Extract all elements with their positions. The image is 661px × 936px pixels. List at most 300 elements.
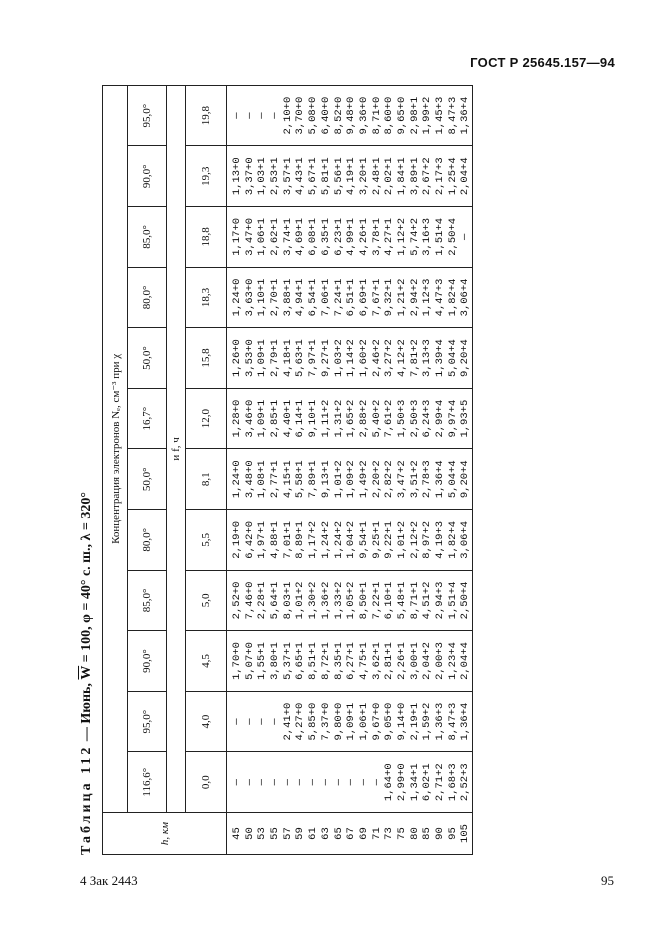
concentration-value: 6,69+1 (357, 278, 370, 317)
concentration-value: — (370, 779, 383, 786)
concentration-column (227, 510, 473, 571)
concentration-value: 2,70+1 (269, 278, 282, 317)
concentration-value: 6,35+1 (319, 217, 332, 256)
concentration-value: 2,94+3 (434, 581, 446, 620)
concentration-value: 4,26+1 (357, 217, 370, 256)
concentration-value: 2,04+4 (459, 642, 472, 680)
concentration-value: 3,00+1 (408, 642, 421, 680)
concentration-value: 2,41+0 (281, 702, 294, 741)
concentration-value: 2,82+2 (383, 460, 396, 499)
concentration-value: 9,25+1 (370, 520, 383, 559)
concentration-value: — (357, 779, 370, 786)
angle-header: 95,0° (128, 85, 167, 146)
concentration-value: 3,80+1 (269, 642, 282, 680)
concentration-column (227, 207, 473, 268)
height-value: 69 (357, 827, 370, 840)
concentration-value: 8,35+1 (332, 642, 345, 680)
concentration-column (227, 570, 473, 631)
concentration-value: 9,10+1 (307, 399, 320, 438)
concentration-value: 4,27+1 (383, 217, 396, 256)
concentration-value: 8,71+1 (408, 581, 421, 620)
height-column (227, 813, 473, 855)
height-value: 63 (319, 827, 332, 840)
f-label: и f, ч (167, 85, 186, 812)
f-value-header: 0,0 (186, 752, 227, 813)
concentration-value: 5,48+1 (395, 581, 408, 620)
concentration-value: 4,40+1 (281, 399, 294, 438)
concentration-value: 5,04+4 (446, 460, 459, 499)
concentration-value: 1,30+2 (307, 581, 320, 620)
table-caption (72, 85, 102, 855)
concentration-value: — (243, 112, 256, 119)
f-value-header: 15,8 (186, 328, 227, 389)
height-value: 53 (256, 827, 269, 840)
concentration-value: 1,17+2 (307, 520, 320, 559)
f-value-header: 8,1 (186, 449, 227, 510)
concentration-value: 1,12+3 (421, 278, 434, 317)
concentration-value: 2,20+2 (370, 460, 383, 499)
concentration-value: 2,19+0 (231, 520, 243, 559)
concentration-value: 4,69+1 (294, 217, 307, 256)
concentration-value: 3,20+1 (357, 157, 370, 196)
concentration-value: 7,06+1 (319, 278, 332, 317)
concentration-value: 9,20+4 (459, 339, 472, 377)
angle-header: 80,0° (128, 267, 167, 328)
concentration-value: 8,60+0 (383, 96, 396, 135)
concentration-value: 5,40+2 (370, 399, 383, 438)
concentration-value: 6,08+1 (307, 217, 320, 256)
concentration-value: 4,94+1 (294, 278, 307, 317)
height-value: 90 (434, 827, 446, 840)
concentration-value: 2,62+1 (269, 217, 282, 256)
height-value: 95 (446, 827, 459, 840)
angle-header: 50,0° (128, 449, 167, 510)
concentration-value: 2,48+1 (370, 157, 383, 196)
concentration-value: 6,27+1 (345, 642, 358, 680)
concentration-column (227, 388, 473, 449)
concentration-value: 4,51+2 (421, 581, 434, 620)
concentration-value: 2,71+2 (434, 763, 446, 802)
concentration-value: 3,51+2 (408, 460, 421, 499)
concentration-value: 6,02+1 (421, 763, 434, 802)
f-label-row (167, 85, 186, 854)
concentration-value: 5,85+0 (307, 702, 320, 741)
concentration-value: 1,17+0 (231, 217, 243, 256)
concentration-value: 2,67+2 (421, 157, 434, 196)
concentration-value: 1,82+4 (446, 278, 459, 317)
concentration-value: 4,27+0 (294, 702, 307, 741)
height-value: 85 (421, 827, 434, 840)
concentration-value: 3,27+2 (383, 339, 396, 377)
angle-header: 90,0° (128, 631, 167, 692)
concentration-value: 7,46+0 (243, 581, 256, 620)
concentration-column (227, 146, 473, 207)
concentration-value: 3,53+0 (243, 339, 256, 377)
height-value: 61 (307, 827, 320, 840)
concentration-value: 6,42+0 (243, 520, 256, 559)
concentration-value: 5,07+0 (243, 642, 256, 680)
concentration-value: — (269, 718, 282, 725)
concentration-value: 4,88+1 (269, 520, 282, 559)
angle-header: 16,7° (128, 388, 167, 449)
angle-header: 50,0° (128, 328, 167, 389)
concentration-value: 1,24+0 (231, 278, 243, 317)
concentration-value: 2,02+1 (383, 157, 396, 196)
concentration-value: 6,40+0 (319, 96, 332, 135)
concentration-value: 9,80+0 (332, 702, 345, 741)
angle-header: 90,0° (128, 146, 167, 207)
concentration-value: 6,54+1 (307, 278, 320, 317)
f-value-header: 18,3 (186, 267, 227, 328)
concentration-value: 1,14+2 (345, 339, 358, 377)
concentration-value: 6,24+3 (421, 399, 434, 438)
height-value: 57 (281, 827, 294, 840)
f-value-header: 4,5 (186, 631, 227, 692)
height-value: 71 (370, 827, 383, 840)
concentration-value: 3,88+1 (281, 278, 294, 317)
concentration-value: 5,58+1 (294, 460, 307, 499)
height-value: 75 (395, 827, 408, 840)
concentration-value: 2,99+4 (434, 399, 446, 438)
concentration-value: 5,56+1 (332, 157, 345, 196)
f-value-header: 19,3 (186, 146, 227, 207)
concentration-value: 3,16+3 (421, 217, 434, 256)
concentration-value: 3,78+1 (370, 217, 383, 256)
concentration-value: 7,61+2 (383, 399, 396, 438)
concentration-value: 1,68+3 (446, 763, 459, 802)
concentration-value: — (294, 779, 307, 786)
concentration-value: 1,51+4 (446, 581, 459, 620)
concentration-value: 1,36+2 (319, 581, 332, 620)
concentration-value: — (307, 779, 320, 786)
concentration-value: — (319, 779, 332, 786)
data-row (227, 85, 473, 854)
concentration-value: — (332, 779, 345, 786)
concentration-value: 1,34+1 (408, 763, 421, 802)
concentration-value: — (345, 779, 358, 786)
concentration-column (227, 328, 473, 389)
document-code: ГОСТ Р 25645.157—94 (470, 55, 615, 70)
height-value: 80 (408, 827, 421, 840)
height-value: 50 (243, 827, 256, 840)
concentration-value: 8,47+3 (446, 702, 459, 741)
concentration-value: 9,65+0 (395, 96, 408, 135)
concentration-value: 1,01+2 (395, 520, 408, 559)
page-number: 95 (601, 873, 614, 888)
concentration-column (227, 691, 473, 752)
concentration-value: 9,20+4 (459, 460, 472, 499)
concentration-value: 2,50+4 (459, 581, 472, 620)
concentration-value: 1,64+0 (383, 763, 396, 802)
f-value-header: 5,5 (186, 510, 227, 571)
concentration-value: 1,03+2 (332, 339, 345, 377)
concentration-value: 3,06+4 (459, 278, 472, 317)
height-value: 59 (294, 827, 307, 840)
concentration-value: 3,48+0 (243, 460, 256, 499)
concentration-value: 9,54+1 (357, 520, 370, 559)
concentration-value: 8,71+0 (370, 96, 383, 135)
concentration-value: 2,81+1 (383, 642, 396, 680)
concentration-value: 5,04+4 (446, 339, 459, 377)
rotated-table-block (72, 85, 632, 855)
concentration-value: 2,50+3 (408, 399, 421, 438)
concentration-value: 8,50+1 (357, 581, 370, 620)
concentration-value: 7,81+2 (408, 339, 421, 377)
concentration-value: 2,04+4 (459, 157, 472, 196)
order-number: 4 Зак 2443 (80, 873, 138, 888)
concentration-value: — (231, 112, 243, 119)
concentration-header-row (103, 85, 128, 854)
concentration-value: — (281, 779, 294, 786)
concentration-value: 5,08+0 (307, 96, 320, 135)
concentration-value: 1,09+2 (345, 460, 358, 499)
concentration-value: 9,48+0 (345, 96, 358, 135)
concentration-value: 5,63+1 (294, 339, 307, 377)
electron-concentration-table (102, 85, 473, 855)
concentration-value: 9,05+0 (383, 702, 396, 741)
concentration-value: 2,79+1 (269, 339, 282, 377)
concentration-value: 1,50+3 (395, 399, 408, 438)
concentration-value: 1,03+1 (256, 157, 269, 196)
concentration-value: 8,97+2 (421, 520, 434, 559)
concentration-value: 4,75+1 (357, 642, 370, 680)
concentration-value: 3,62+1 (370, 642, 383, 680)
concentration-value: 1,49+2 (357, 460, 370, 499)
concentration-column (227, 85, 473, 146)
concentration-value: 9,32+1 (383, 278, 396, 317)
concentration-value: 2,28+1 (256, 581, 269, 620)
concentration-value: 8,51+1 (307, 642, 320, 680)
angle-header: 85,0° (128, 207, 167, 268)
concentration-value: — (459, 233, 472, 241)
concentration-value: 5,67+1 (307, 157, 320, 196)
f-value-header: 19,8 (186, 85, 227, 146)
concentration-value: 9,97+4 (446, 399, 459, 438)
concentration-value: 6,23+1 (332, 217, 345, 256)
concentration-value: 1,09+1 (345, 702, 358, 741)
concentration-value: — (269, 779, 282, 786)
concentration-value: 1,06+1 (357, 702, 370, 741)
concentration-value: 4,15+1 (281, 460, 294, 499)
concentration-value: 7,22+1 (370, 581, 383, 620)
concentration-value: 1,08+1 (256, 460, 269, 499)
concentration-value: 1,55+1 (256, 642, 269, 680)
concentration-value: 3,70+0 (294, 96, 307, 135)
concentration-value: 3,63+0 (243, 278, 256, 317)
concentration-value: 1,59+2 (421, 702, 434, 741)
concentration-value: 1,99+2 (421, 96, 434, 135)
concentration-value: 3,47+0 (243, 217, 256, 256)
angle-header: 95,0° (128, 691, 167, 752)
concentration-value: 7,97+1 (307, 339, 320, 377)
concentration-value: 2,99+0 (395, 763, 408, 802)
concentration-value: 1,84+1 (395, 157, 408, 196)
concentration-value: 6,51+1 (345, 278, 358, 317)
concentration-value: 8,52+0 (332, 96, 345, 135)
concentration-value: 9,36+0 (357, 96, 370, 135)
concentration-value: 1,65+2 (345, 399, 358, 438)
angle-header: 85,0° (128, 570, 167, 631)
concentration-value: 1,70+0 (231, 642, 243, 680)
concentration-value: 1,45+3 (434, 96, 446, 135)
caption-wolf-number-symbol: $\overline{W}$ (79, 665, 94, 680)
concentration-value: 3,13+3 (421, 339, 434, 377)
concentration-column (227, 631, 473, 692)
concentration-value: — (231, 779, 243, 786)
concentration-value: 2,00+3 (434, 642, 446, 680)
concentration-value: 2,53+1 (269, 157, 282, 196)
concentration-value: 2,46+2 (370, 339, 383, 377)
concentration-value: 7,67+1 (370, 278, 383, 317)
concentration-column (227, 752, 473, 813)
concentration-value: 9,14+0 (395, 702, 408, 741)
concentration-value: 1,60+2 (357, 339, 370, 377)
concentration-value: 3,57+1 (281, 157, 294, 196)
concentration-value: 1,10+1 (256, 278, 269, 317)
concentration-value: 1,04+2 (345, 520, 358, 559)
angle-header-row (128, 85, 167, 854)
table-number: Таблица 112 (79, 744, 94, 855)
concentration-value: 9,22+1 (383, 520, 396, 559)
f-value-header: 4,0 (186, 691, 227, 752)
concentration-value: 5,64+1 (269, 581, 282, 620)
concentration-value: 9,13+1 (319, 460, 332, 499)
concentration-value: — (231, 718, 243, 725)
concentration-value: 1,25+4 (446, 157, 459, 196)
concentration-column (227, 449, 473, 510)
concentration-value: 1,39+4 (434, 339, 446, 377)
f-value-header: 12,0 (186, 388, 227, 449)
height-header-cell: h, км (103, 813, 227, 855)
concentration-value: 5,81+1 (319, 157, 332, 196)
concentration-value: 1,26+0 (231, 339, 243, 377)
caption-parameters: = 100, φ = 40° с. ш., λ = 320° (79, 492, 94, 666)
concentration-value: 1,24+2 (319, 520, 332, 559)
concentration-value: 7,89+1 (307, 460, 320, 499)
concentration-value: — (243, 779, 256, 786)
concentration-value: 3,74+1 (281, 217, 294, 256)
concentration-value: 1,82+4 (446, 520, 459, 559)
concentration-value: 2,98+1 (408, 96, 421, 135)
concentration-value: 1,13+0 (231, 157, 243, 196)
concentration-value: 9,27+1 (319, 339, 332, 377)
concentration-value: 6,65+1 (294, 642, 307, 680)
concentration-value: 2,78+3 (421, 460, 434, 499)
concentration-value: 1,01+2 (332, 460, 345, 499)
concentration-value: 1,31+2 (332, 399, 345, 438)
concentration-value: 4,99+1 (345, 217, 358, 256)
concentration-value: 1,01+2 (294, 581, 307, 620)
concentration-value: 8,89+1 (294, 520, 307, 559)
concentration-value: 1,36+4 (459, 96, 472, 135)
concentration-value: 7,24+1 (332, 278, 345, 317)
concentration-value: 2,26+1 (395, 642, 408, 680)
concentration-value: 4,18+1 (281, 339, 294, 377)
concentration-value: 2,04+2 (421, 642, 434, 680)
concentration-value: 3,46+0 (243, 399, 256, 438)
concentration-value: 8,47+3 (446, 96, 459, 135)
concentration-value: — (256, 112, 269, 119)
concentration-value: — (243, 718, 256, 725)
height-value: 55 (269, 827, 282, 840)
concentration-value: 2,10+0 (281, 96, 294, 135)
height-value: 105 (459, 824, 472, 843)
concentration-value: 1,93+5 (459, 399, 472, 438)
concentration-value: — (256, 779, 269, 786)
height-value: 45 (231, 827, 243, 840)
concentration-value: 6,10+1 (383, 581, 396, 620)
concentration-value: 2,19+1 (408, 702, 421, 741)
concentration-value: 2,77+1 (269, 460, 282, 499)
concentration-value: 2,12+2 (408, 520, 421, 559)
concentration-value: 7,37+0 (319, 702, 332, 741)
concentration-header: Концентрация электронов Nₑ, см⁻³ при χ (103, 85, 128, 812)
concentration-value: 1,24+0 (231, 460, 243, 499)
concentration-value: 9,67+0 (370, 702, 383, 741)
concentration-value: 4,19+3 (434, 520, 446, 559)
concentration-value: 4,47+3 (434, 278, 446, 317)
concentration-value: 1,33+2 (332, 581, 345, 620)
concentration-value: 1,24+2 (332, 520, 345, 559)
concentration-value: 1,51+4 (434, 217, 446, 256)
concentration-value: 2,17+3 (434, 157, 446, 196)
concentration-value: 5,74+2 (408, 217, 421, 256)
concentration-column (227, 267, 473, 328)
angle-header: 80,0° (128, 510, 167, 571)
concentration-value: 5,37+1 (281, 642, 294, 680)
concentration-value: 2,52+0 (231, 581, 243, 620)
concentration-value: 3,47+2 (395, 460, 408, 499)
concentration-value: 3,37+0 (243, 157, 256, 196)
concentration-value: 4,19+1 (345, 157, 358, 196)
f-value-header: 18,8 (186, 207, 227, 268)
concentration-value: 1,12+2 (395, 217, 408, 256)
concentration-value: 1,28+0 (231, 399, 243, 438)
concentration-value: 8,03+1 (281, 581, 294, 620)
height-value: 67 (345, 827, 358, 840)
angle-header: 116,6° (128, 752, 167, 813)
concentration-value: 2,94+2 (408, 278, 421, 317)
concentration-value: 1,23+4 (446, 642, 459, 680)
concentration-value: 1,36+4 (434, 460, 446, 499)
concentration-value: 1,09+1 (256, 399, 269, 438)
height-value: 73 (383, 827, 396, 840)
concentration-value: 2,88+2 (357, 399, 370, 438)
concentration-value: 1,97+1 (256, 520, 269, 559)
concentration-value: 7,01+1 (281, 520, 294, 559)
height-value: 65 (332, 827, 345, 840)
concentration-value: 1,06+1 (256, 217, 269, 256)
concentration-value: 2,50+4 (446, 217, 459, 256)
concentration-value: 1,09+1 (256, 339, 269, 377)
concentration-value: — (256, 718, 269, 725)
concentration-value: 2,52+3 (459, 763, 472, 802)
f-values-row (186, 85, 227, 854)
concentration-value: 1,11+2 (319, 399, 332, 438)
concentration-value: 4,12+2 (395, 339, 408, 377)
f-value-header: 5,0 (186, 570, 227, 631)
caption-month: — Июнь, (79, 679, 94, 745)
concentration-value: 3,06+4 (459, 520, 472, 559)
concentration-value: — (269, 112, 282, 119)
concentration-value: 1,36+4 (459, 702, 472, 741)
concentration-value: 3,89+1 (408, 157, 421, 196)
concentration-value: 8,72+1 (319, 642, 332, 680)
concentration-value: 1,21+2 (395, 278, 408, 317)
concentration-value: 4,43+1 (294, 157, 307, 196)
concentration-value: 1,36+3 (434, 702, 446, 741)
concentration-value: 2,85+1 (269, 399, 282, 438)
